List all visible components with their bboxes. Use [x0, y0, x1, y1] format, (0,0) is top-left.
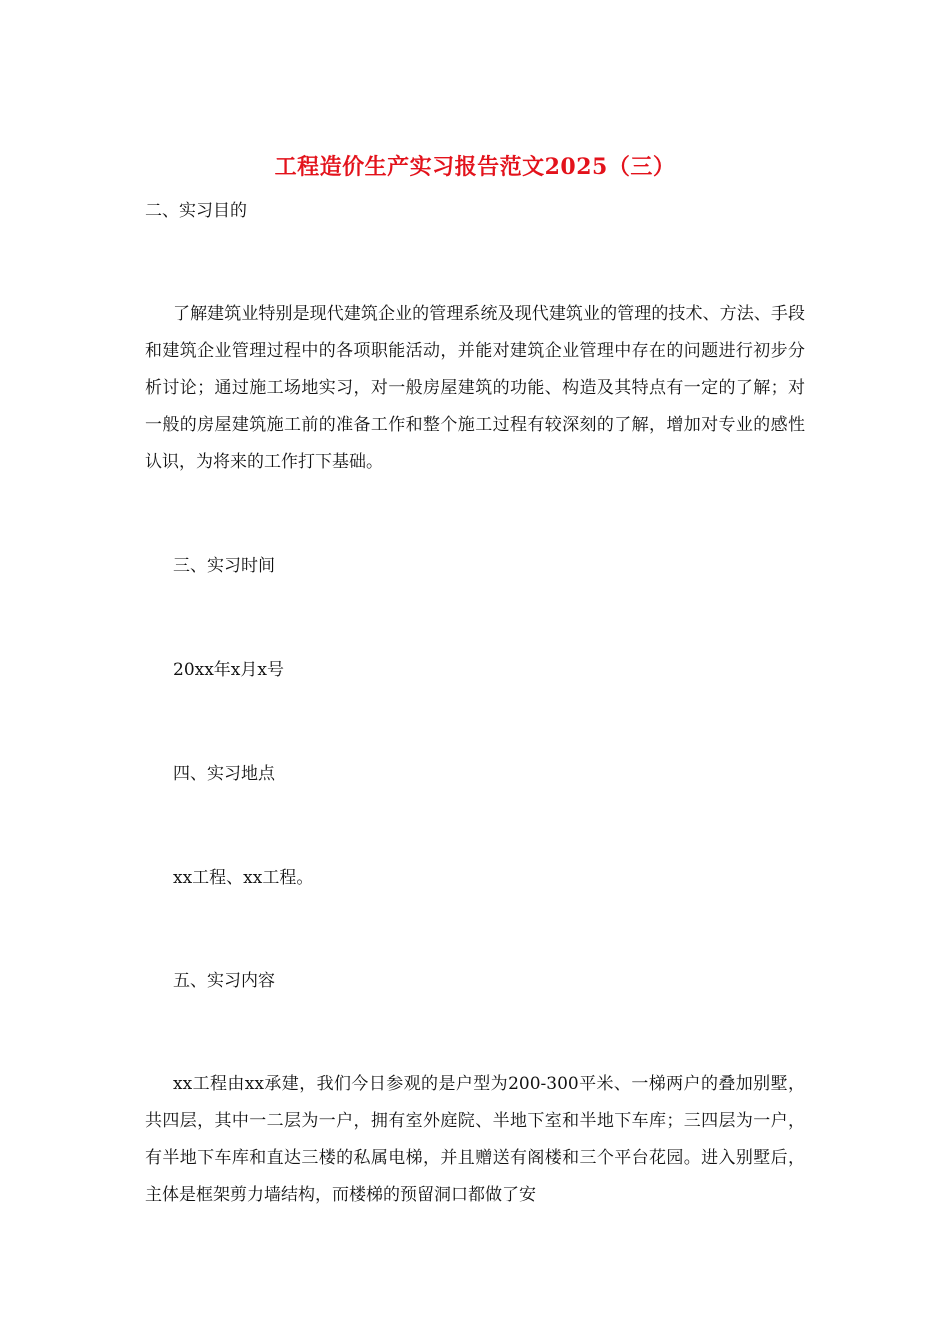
- section-text-content: xx工程由xx承建，我们今日参观的是户型为200-300平米、一梯两户的叠加别墅，共四层，其中一二层为一户，拥有室外庭院、半地下室和半地下车库；三四层为一户，有半地下车库和直达三楼的私属电梯，并且赠送有阁楼和三个平台花园。进入别墅后，主体是框架剪力墙结构，而楼梯的预留洞口都做了安: [145, 1074, 805, 1205]
- section-heading-purpose: 二、实习目的: [145, 201, 247, 221]
- document-title: 工程造价生产实习报告范文2025（三）: [274, 154, 676, 180]
- section-heading-place: 四、实习地点: [173, 764, 275, 784]
- section-text-purpose: 了解建筑业特别是现代建筑企业的管理系统及现代建筑业的管理的技术、方法、手段和建筑企业管理过程中的各项职能活动，并能对建筑企业管理中存在的问题进行初步分析讨论；通过施工场地实习，对一般房屋建筑的功能、构造及其特点有一定的了解；对一般的房屋建筑施工前的准备工作和整个施工过程有较深刻的了解，增加对专业的感性认识，为将来的工作打下基础。: [145, 304, 805, 472]
- section-heading-content: 五、实习内容: [173, 971, 275, 991]
- section-text-time: 20xx年x月x号: [173, 660, 284, 680]
- section-heading-time: 三、实习时间: [173, 556, 275, 576]
- section-text-place: xx工程、xx工程。: [173, 868, 314, 888]
